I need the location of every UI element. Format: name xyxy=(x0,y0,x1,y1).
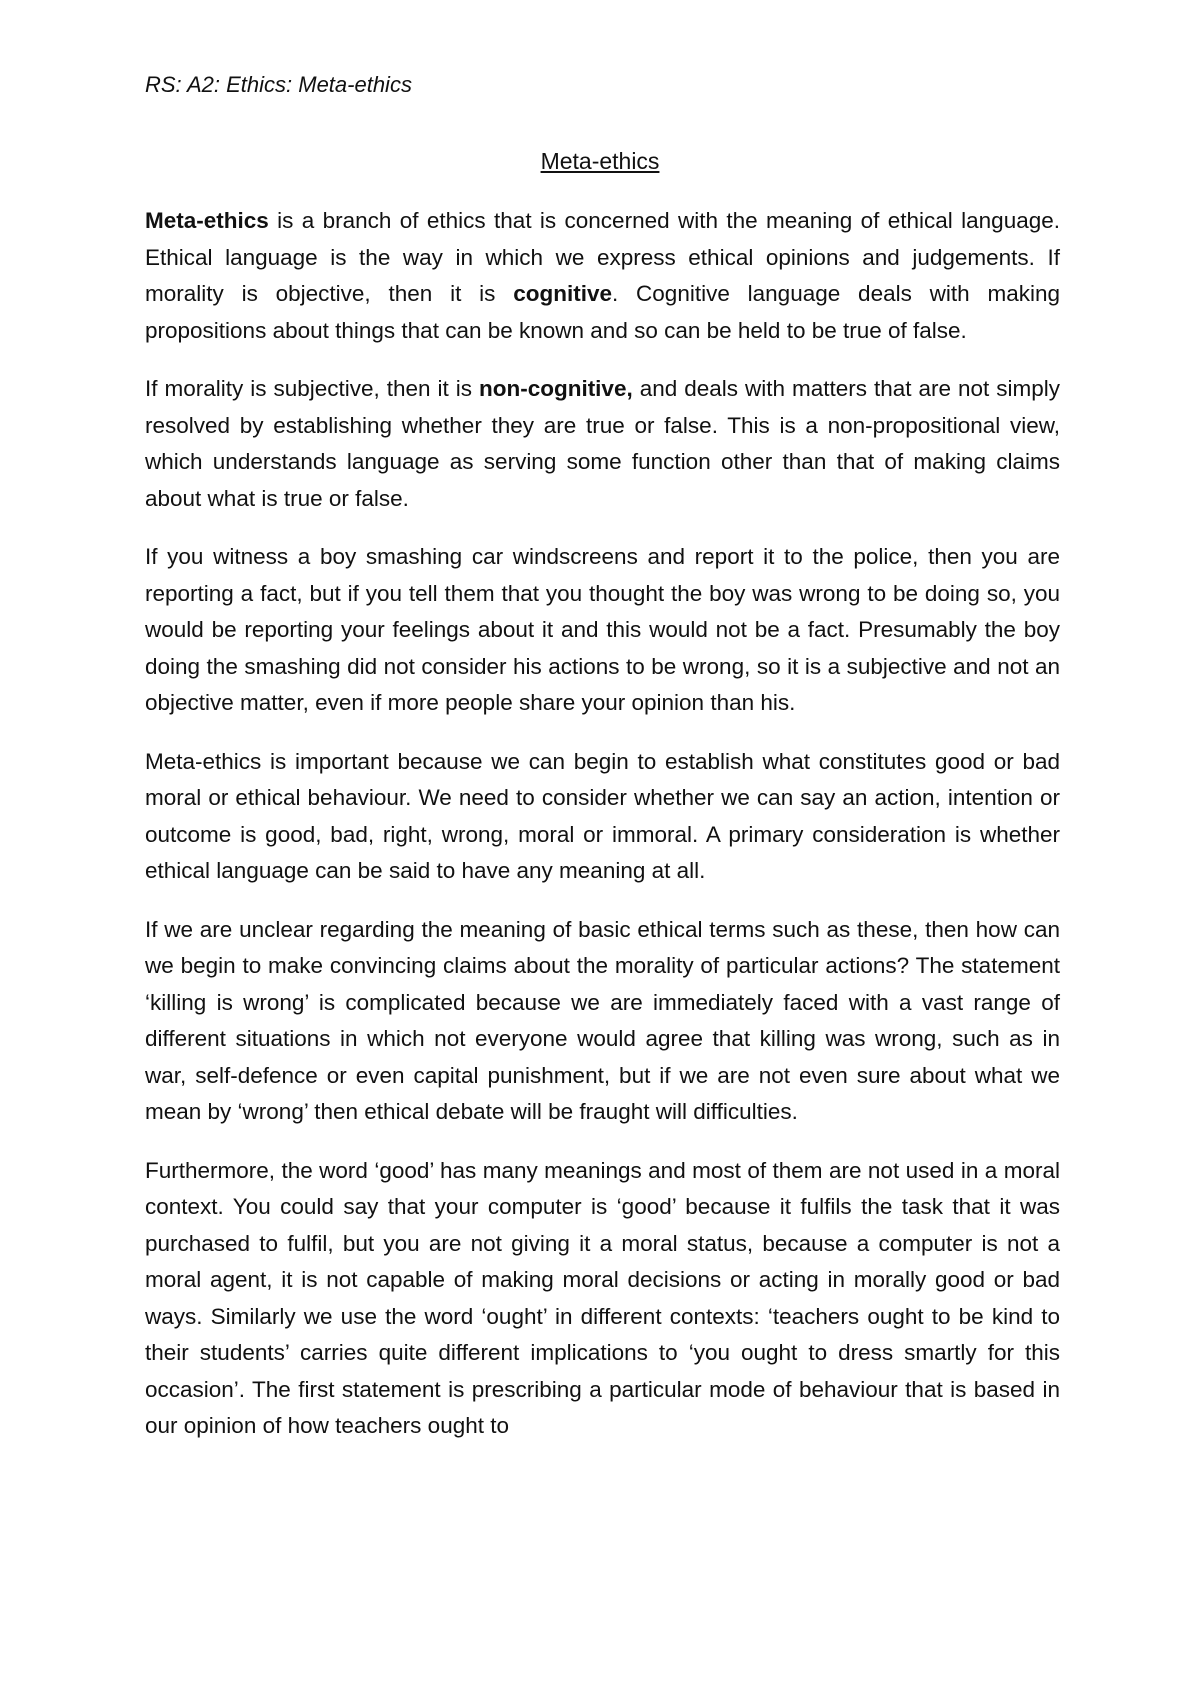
running-header: RS: A2: Ethics: Meta-ethics xyxy=(145,72,412,97)
paragraph-1 xyxy=(145,203,1060,349)
body-text xyxy=(145,203,1060,1467)
paragraph-6: Furthermore, the word ‘good’ has many meanings and most of them are not used in a moral context. You could say that your computer is ‘good’ because it fulfils the task that it was purchased to fulfil, but you are not giving it a moral status, because a computer is not a moral agent, it is not capable of making moral decisions or acting in morally good or bad ways. Similarly we use the word ‘ought’ in different contexts: ‘teachers ought to be kind to their students’ carries quite different implications to ‘you ought to dress smartly for this occasion’. The first statement is prescribing a particular mode of behaviour that is based in our opinion of how teachers ought to xyxy=(145,1157,1060,1438)
paragraph-2-text-a: If morality is subjective, then it is xyxy=(145,376,479,401)
paragraph-2 xyxy=(145,371,1060,517)
paragraph-1-text-b: . Cognitive language deals with making propositions about things that can be known and so can be held to be true of false. xyxy=(145,281,1060,343)
paragraph-3: If you witness a boy smashing car windscreens and report it to the police, then you are reporting a fact, but if you tell them that you thought the boy was wrong to be doing so, you would be reporting your feelings about it and this would not be a fact. Presumably the boy doing the smashing did not consider his actions to be wrong, so it is a subjective and not an objective matter, even if more people share your opinion than his. xyxy=(145,544,1060,715)
term-meta-ethics: Meta-ethics xyxy=(145,208,269,233)
page-title: Meta-ethics xyxy=(540,148,660,174)
term-non-cognitive: non-cognitive, xyxy=(478,376,633,401)
paragraph-4: Meta-ethics is important because we can begin to establish what constitutes good or bad moral or ethical behaviour. We need to consider whether we can say an action, intention or outcome is good, bad, right, wrong, moral or immoral. A primary consideration is whether ethical language can be said to have any meaning at all. xyxy=(145,748,1060,883)
paragraph-2-text-b: and deals with matters that are not simply resolved by establishing whether they are true or false. This is a non-propositional view, which understands language as serving some function other than that of making claims about what is true or false. xyxy=(145,376,1060,511)
paragraph-5: If we are unclear regarding the meaning of basic ethical terms such as these, then how can we begin to make convincing claims about the morality of particular actions? The statement ‘killing is wrong’ is complicated because we are immediately faced with a vast range of different situations in which not everyone would agree that killing was wrong, such as in war, self-defence or even capital punishment, but if we are not even sure about what we mean by ‘wrong’ then ethical debate will be fraught will difficulties. xyxy=(145,916,1060,1124)
paragraph-1-text-a: is a branch of ethics that is concerned with the meaning of ethical language. Ethical language is the way in which we express ethical opinions and judgements. If morality is objective, then it is xyxy=(145,208,1060,306)
term-cognitive: cognitive xyxy=(513,281,612,306)
